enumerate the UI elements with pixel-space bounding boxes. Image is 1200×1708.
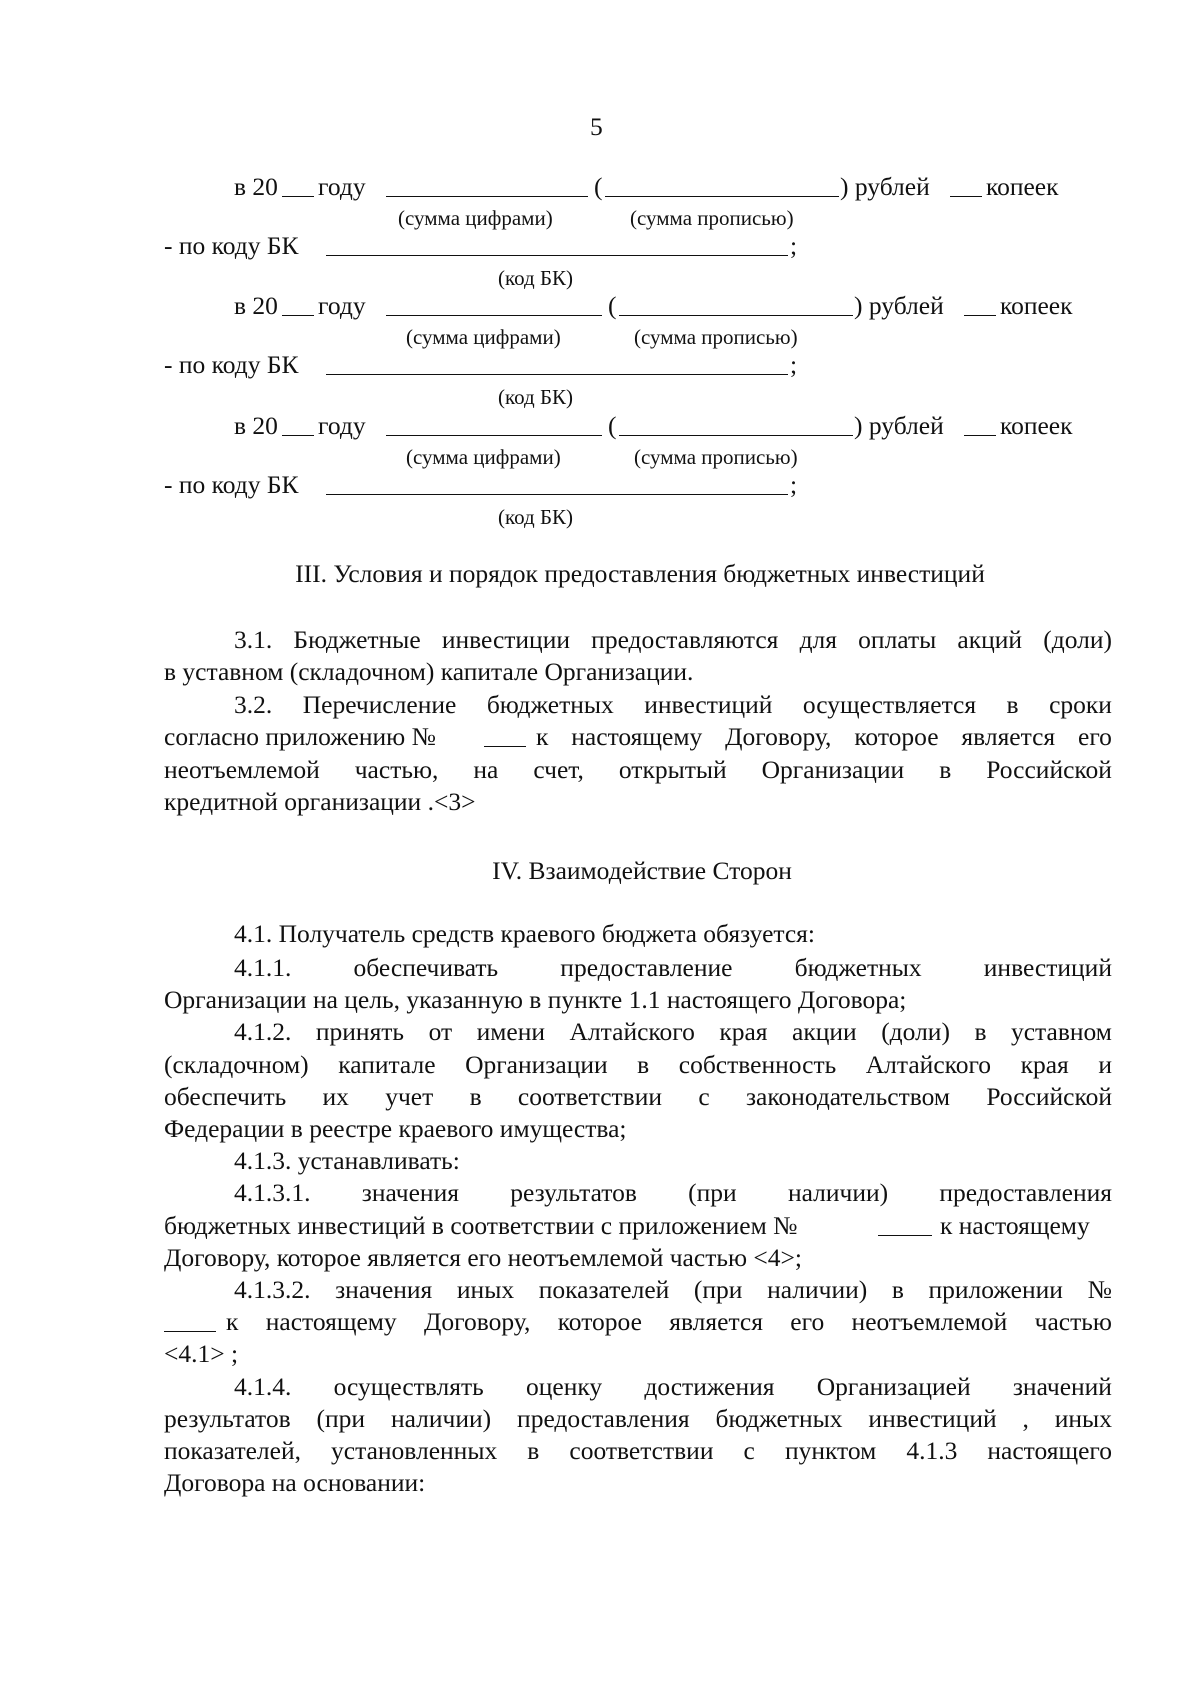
year-label: в 20 [234,172,278,201]
word: в [939,755,952,784]
year-blank [282,196,314,197]
word: настоящему [265,1307,397,1336]
word: в [469,1082,482,1111]
caption-digits: (сумма цифрами) [406,445,561,469]
word: оценку [525,1372,603,1401]
word: счет, [533,755,584,784]
p414-line4: Договора на основании: [164,1468,426,1497]
word: осуществляется [802,690,977,719]
p412-line1 [234,1017,1112,1047]
p4131-line2-b: к настоящему [940,1211,1090,1240]
word: с [743,1436,755,1465]
p413: 4.1.3. устанавливать: [234,1146,460,1175]
word: 4.1.3.1. [234,1178,311,1207]
word: 3.1. [234,625,273,654]
word: для [799,625,837,654]
word: 4.1.1. [234,953,292,982]
word: его [1078,722,1112,751]
word: имени [476,1017,546,1046]
word: Алтайского [569,1017,695,1046]
word: капитале [338,1050,436,1079]
rubles-label: ) рублей [854,411,944,440]
p4131-line3: Договору, которое является его неотъемлемой частью <4>; [164,1243,802,1272]
word: в [637,1050,650,1079]
p412-line3 [164,1082,1112,1112]
p32-line1 [234,690,1112,720]
word: края [1020,1050,1069,1079]
p412-line2 [164,1050,1112,1080]
word: значений [1012,1372,1112,1401]
caption-bk: (код БК) [498,266,574,290]
p4132-line3: <4.1> ; [164,1339,239,1368]
word: с [698,1082,710,1111]
caption-words: (сумма прописью) [634,325,798,349]
word: пунктом [784,1436,877,1465]
bk-end: ; [790,350,798,379]
word: 4.1.3.2. [234,1275,311,1304]
word: края [719,1017,768,1046]
word: соответствии [517,1082,663,1111]
amount-digits-blank [386,435,602,436]
caption-digits: (сумма цифрами) [398,206,553,230]
word: их [322,1082,349,1111]
word: 4.1.3 [906,1436,958,1465]
word: , [1022,1404,1029,1433]
kopeks-blank [964,315,996,316]
p414-line3 [164,1436,1112,1466]
word: которое [557,1307,642,1336]
word: инвестиций [644,690,773,719]
word: инвестиций [983,953,1112,982]
caption-digits: (сумма цифрами) [406,325,561,349]
bk-blank [326,374,788,375]
p32-line4: кредитной организации .<3> [164,787,476,816]
word: бюджетных [486,690,614,719]
word: на [473,755,499,784]
p32-line3 [164,755,1112,785]
word: № [1087,1275,1112,1304]
word: предоставления [517,1404,690,1433]
word: (доли) [1043,625,1112,654]
word: значения [361,1178,459,1207]
word: установленных [331,1436,498,1465]
section-4-heading: IV. Взаимодействие Сторон [492,856,792,885]
p4132-line2 [226,1307,1112,1337]
word: настоящего [987,1436,1112,1465]
word: частью, [354,755,439,784]
amount-words-blank [605,196,839,197]
word: бюджетных [794,953,922,982]
word: собственность [678,1050,837,1079]
word: Организации [761,755,905,784]
amount-words-blank [619,315,853,316]
word: Российской [986,755,1112,784]
word: (при [316,1404,366,1433]
rubles-label: ) рублей [854,291,944,320]
word: приложении [928,1275,1063,1304]
word: 3.2. [234,690,273,719]
word: принять [315,1017,405,1046]
word: оплаты [858,625,937,654]
word: в [974,1017,987,1046]
word: к [226,1307,239,1336]
word: учет [385,1082,434,1111]
bk-label: - по коду БК [164,350,299,379]
word: инвестиции [441,625,570,654]
bk-blank [326,255,788,256]
word: показателей [538,1275,670,1304]
p411-line2: Организации на цель, указанную в пункте 1.1 настоящего Договора; [164,985,907,1014]
p32-line2-b [536,722,1112,752]
word: обеспечить [164,1082,287,1111]
appendix-number-blank [484,746,526,747]
word: Организацией [816,1372,971,1401]
word: к [536,722,549,751]
open-paren: ( [608,291,617,320]
word: достижения [644,1372,775,1401]
word: законодательством [745,1082,951,1111]
word: Российской [986,1082,1112,1111]
bk-end: ; [790,470,798,499]
word: 4.1.2. [234,1017,292,1046]
word: Договору, [424,1307,531,1336]
amount-words-blank [619,435,853,436]
word: предоставляются [591,625,779,654]
word: акции [792,1017,857,1046]
word: акций [957,625,1023,654]
bk-end: ; [790,231,798,260]
p31-line2: в уставном (складочном) капитале Организации. [164,657,694,686]
word: уставном [1010,1017,1112,1046]
word: предоставления [939,1178,1112,1207]
word: в [527,1436,540,1465]
year-suffix: году [318,411,366,440]
year-suffix: году [318,291,366,320]
bk-blank [326,494,788,495]
p412-line4: Федерации в реестре краевого имущества; [164,1114,627,1143]
word: Алтайского [865,1050,992,1079]
word: неотъемлемой [164,755,320,784]
word: бюджетных [715,1404,843,1433]
caption-words: (сумма прописью) [630,206,794,230]
caption-words: (сумма прописью) [634,445,798,469]
p414-line2 [164,1404,1112,1434]
word: инвестиций [868,1404,997,1433]
bk-label: - по коду БК [164,470,299,499]
word: показателей, [164,1436,301,1465]
section-3-heading: III. Условия и порядок предоставления бюджетных инвестиций [295,559,985,588]
p4132-line1 [234,1275,1112,1305]
word: в [1006,690,1019,719]
word: наличии) [767,1275,868,1304]
year-label: в 20 [234,411,278,440]
p411-line1 [234,953,1112,983]
word: результатов [164,1404,291,1433]
caption-bk: (код БК) [498,385,574,409]
kopeks-blank [950,196,982,197]
p4131-line1 [234,1178,1112,1208]
kopeks-label: копеек [1000,291,1073,320]
appendix-number-blank [164,1331,216,1332]
word: от [428,1017,453,1046]
word: и [1098,1050,1112,1079]
page-number: 5 [590,112,603,141]
word: иных [456,1275,515,1304]
word: Бюджетные [293,625,421,654]
amount-digits-blank [386,196,588,197]
word: сроки [1049,690,1112,719]
p32-line2-a: согласно приложению № [164,722,436,751]
word: частью [1034,1307,1112,1336]
kopeks-blank [964,435,996,436]
word: (при [693,1275,743,1304]
word: Организации [465,1050,608,1079]
word: (при [688,1178,737,1207]
word: наличии) [787,1178,889,1207]
open-paren: ( [608,411,617,440]
word: иных [1054,1404,1112,1433]
word: Договору, [725,722,832,751]
word: предоставление [560,953,733,982]
appendix-number-blank [878,1235,932,1236]
year-suffix: году [318,172,366,201]
open-paren: ( [594,172,603,201]
year-blank [282,315,314,316]
kopeks-label: копеек [1000,411,1073,440]
word: неотъемлемой [851,1307,1008,1336]
word: наличии) [390,1404,492,1433]
p31-line1 [234,625,1112,655]
word: значения [335,1275,433,1304]
p414-line1 [234,1372,1112,1402]
p4131-line2-a: бюджетных инвестиций в соответствии с приложением № [164,1211,798,1240]
word: обеспечивать [353,953,499,982]
word: которое [854,722,939,751]
amount-digits-blank [386,315,602,316]
caption-bk: (код БК) [498,505,574,529]
word: (доли) [881,1017,950,1046]
word: является [669,1307,763,1336]
bk-label: - по коду БК [164,231,299,260]
word: результатов [510,1178,637,1207]
word: открытый [618,755,727,784]
word: Перечисление [302,690,457,719]
word: 4.1.4. [234,1372,292,1401]
word: соответствии [569,1436,714,1465]
word: настоящему [571,722,703,751]
year-blank [282,435,314,436]
kopeks-label: копеек [986,172,1059,201]
word: является [961,722,1056,751]
rubles-label: ) рублей [840,172,930,201]
word: (складочном) [164,1050,309,1079]
year-label: в 20 [234,291,278,320]
word: осуществлять [333,1372,484,1401]
word: в [891,1275,904,1304]
p41: 4.1. Получатель средств краевого бюджета обязуется: [234,919,815,948]
word: его [790,1307,825,1336]
